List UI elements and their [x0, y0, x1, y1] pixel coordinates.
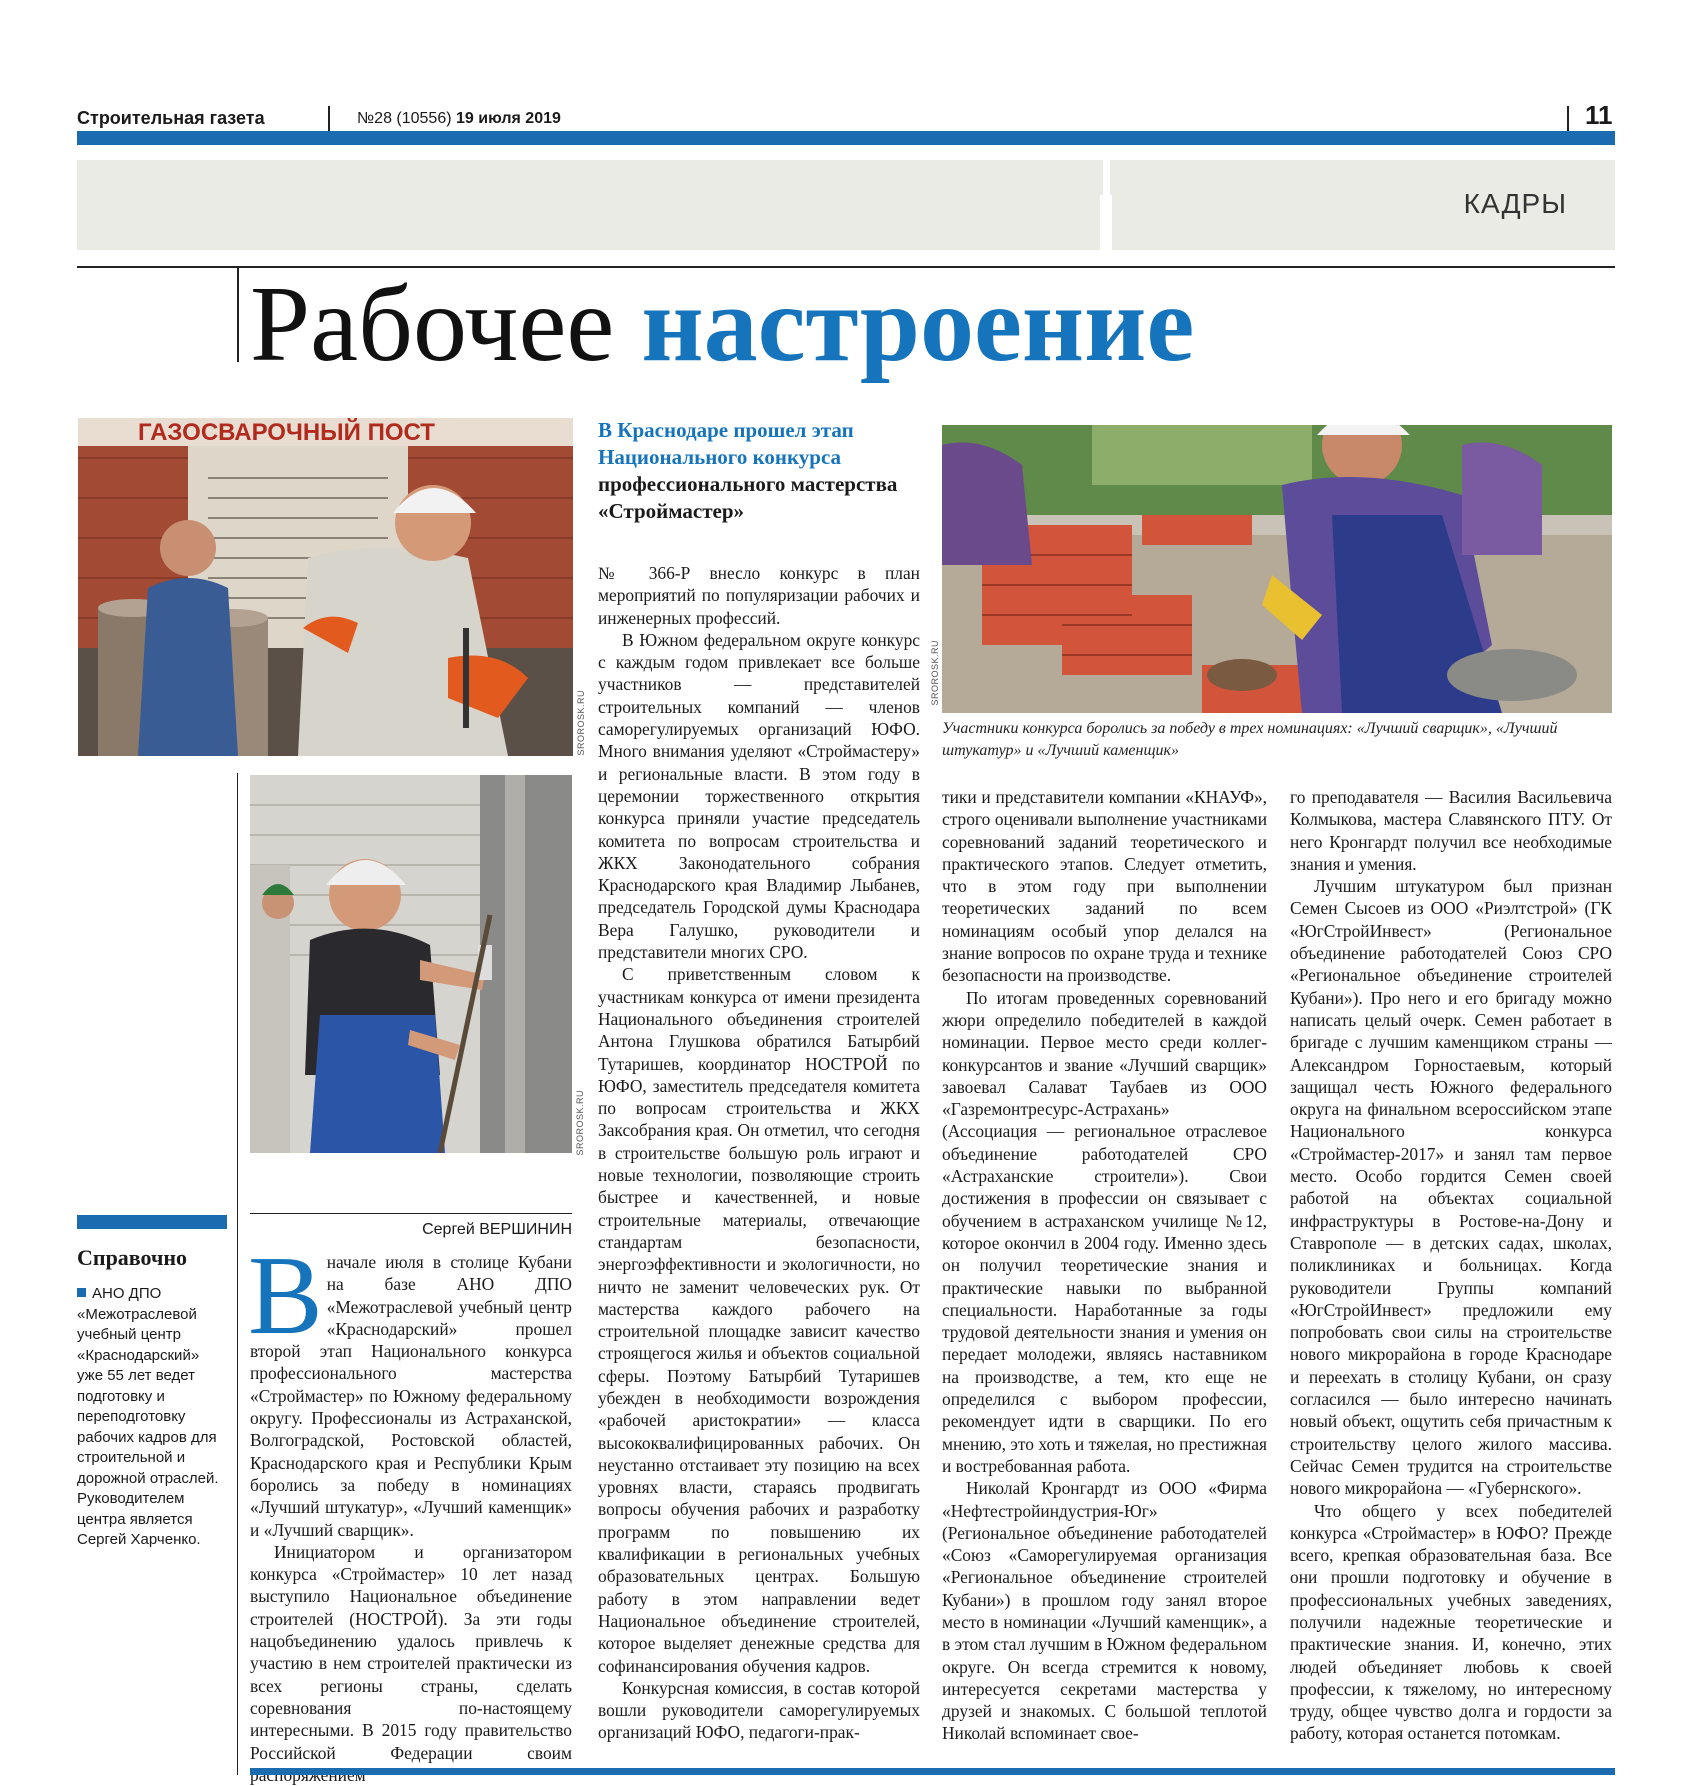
author-name: Сергей ВЕРШИНИН: [422, 1221, 572, 1238]
photo-caption: Участники конкурса боролись за победу в трех номинациях: «Лучший сварщик», «Лучший штукатур» и «Лучший каменщик»: [942, 720, 1558, 759]
footer-bar: [250, 1768, 1615, 1775]
issue-number: №28 (10556): [357, 110, 452, 127]
headline-tick: [237, 266, 239, 362]
issue-date: 19 июля 2019: [456, 110, 561, 127]
bullet-square-icon: [77, 1288, 86, 1297]
article-paragraph: [248, 1234, 572, 1541]
photo-credit-2: SROROSK.RU: [575, 1090, 585, 1156]
article-paragraph: В Южном федеральном округе конкурс с каждым годом привлекает все больше участников — представителей строительных компаний — членов саморегулируемых организаций ЮФО. Много внимания уделяют «Строймастеру» и региональные власти. В этом году в церемонии торжественного открытия конкурса приняли участие председатель комитета по вопросам строительства и ЖКХ Законодательного собрания Краснодарского края Владимир Лыбанев, председатель Городской думы Краснодара Вера Галушко, руководители и представители многих СРО.: [598, 629, 920, 963]
sidebar-rule: [237, 773, 238, 1775]
headline-word-1: Рабочее: [250, 265, 615, 384]
headline-word-2: настроение: [641, 265, 1195, 384]
article-paragraph: го преподавателя — Василия Васильевича Колмыкова, мастера Славянского ПТУ. От него Кронгардт получил все необходимые знания и умения.: [1290, 787, 1612, 874]
publication-name: Строительная газета: [77, 108, 265, 128]
sidebar-text: [77, 1284, 227, 1551]
article-paragraph: Инициатором и организатором конкурса «Строймастер» 10 лет назад выступило Национальное объединение строителей (НОСТРОЙ). За эти годы нацобъединению удалось привлечь к участию в нем строителей практически из всех регионы страны, сделать соревнования по-настоящему интересными. В 2015 году правительство Российской Федерации своим: [250, 1541, 572, 1763]
subtitle-black: профессионального мастерства «Строймастер»: [598, 472, 898, 523]
photo-welder: [78, 418, 573, 756]
article-paragraph: тики и представители компании «КНАУФ», строго оценивали выполнение участниками соревнований заданий теоретического и практического этапов. Следует отметить, что в этом году при выполнении теоретических заданий по всем номинациям особый упор делался на знание вопросов по охране труда и технике безопасности на производстве.: [942, 787, 1267, 986]
article-paragraph: Лучшим штукатуром был признан Семен Сысоев из ООО «Риэлтстрой» (ГК «ЮгСтройИнвест» (Региональное объединение работодателей Союз СРО «Региональное объединение строителей Кубани»). Про него и его бригаду можно написать целый очерк. Семен работает в бригаде с лучшим каменщиком страны — Александром Горностаевым, который защищал честь Южного федерального округа на финальном всероссийском этапе Национального конкурса «Строймастер-2017» и занял там первое место. Особо гордится Семен своей работой на объектах социальной инфраструктуры в Ростове-на-Дону и Ставрополе — в детских садах, школах, поликлиниках и больницах. Когда руководители Группы компаний «ЮгСтройИнвест» предложили ему попробовать свои силы на строительстве нового микрорайона в городе Краснодаре и переехать в столицу Кубани, он сразу согласился — было интересно начинать новый объект, ощутить себя причастным к строительству целого жилого массива. Сейчас Семен трудится на строительстве нового микрорайона — «Губернского».: [1290, 876, 1612, 1499]
article-paragraph: № 366-Р внесло конкурс в план мероприятий по популяризации рабочих и инженерных профессий.: [598, 563, 920, 628]
sidebar-body: АНО ДПО «Межотраслевой учебный центр «Краснодарский» уже 55 лет ведет подготовку и переподготовку рабочих кадров для строительной и дорожной отраслей. Руководителем центра является Сергей Харченко.: [77, 1285, 219, 1548]
issue-info: [357, 110, 561, 128]
header-divider: [328, 106, 330, 132]
headline: [250, 265, 1195, 384]
sidebar-bar: [77, 1215, 227, 1229]
sidebar-title: Справочно: [77, 1245, 188, 1270]
page-number: 11: [1585, 100, 1613, 130]
drop-cap: В: [248, 1234, 323, 1358]
photo-sign: ГАЗОСВАРОЧНЫЙ ПОСТ: [138, 419, 435, 446]
article-column-1: [248, 1234, 572, 1786]
subtitle: [598, 417, 908, 525]
subtitle-blue: В Краснодаре прошел этап Национального конкурса: [598, 418, 854, 469]
rubric-band-notch: [1100, 195, 1112, 255]
author-rule: [250, 1213, 572, 1214]
paragraph-text: начале июля в столице Кубани на базе АНО ДПО «Межотраслевой учебный центр «Краснодарский» прошел второй этап Национального конкурса профессионального мастерства «Строймастер» по Южному федеральному округу. Профессионалы из Астраханской, Волгоградской, Ростовской областей, Краснодарского края и Республики Крым боролись за победу в номинациях «Лучший штукатур», «Лучший каменщик» и «Лучший сварщик».: [250, 1252, 572, 1540]
article-paragraph: С приветственным словом к участникам конкурса от имени президента Национального объединения строителей Антона Глушкова обратился Батырбий Тутаришев, координатор НОСТРОЙ по ЮФО, заместитель председателя комитета по вопросам строительства и ЖКХ Заксобрания края. Он отметил, что сегодня в строительстве большую роль играют и новые технологии, позволяющие строить быстрее и качественней, и новые строительные материалы, отвечающие стандартам безопасности, энергоэффективности и экологичности, но ничто не заменит человеческих рук. От мастерства каждого рабочего на строительной площадке зависит качество строящегося жилья и объектов социальной сферы. Поэтому Батырбий Тутаришев убежден в необходимости возрождения «рабочей аристократии» — класса высококвалифицированных рабочих. Он неустанно отстаивает эту позицию на всех уровнях власти, стараясь продвигать вопросы обучения рабочих и разработку программ по повышению их квалификации в региональных учебных образовательных центрах. Большую работу в этом направлении ведет Национальное объединение строителей, которое выделяет денежные средства для софинансирования обучения кадров.: [598, 964, 920, 1676]
article-paragraph: Николай Кронгардт из ООО «Фирма «Нефтестройиндустрия-Юг» (Региональное объединение работодателей «Союз «Саморегулируемая организация «Региональное объединение строителей Кубани») в прошлом году занял второе место в номинации «Лучший каменщик», а в этом стал лучшим в Южном федеральном округе. Он всегда стремится к новому, интересуется секретами мастерства у друзей и знакомых. С большой теплотой Николай вспоминает свое-: [942, 1478, 1267, 1744]
photo-bricklayers: [942, 425, 1612, 713]
photo-credit-1: SROROSK.RU: [576, 690, 586, 756]
header-divider-right: [1567, 106, 1569, 132]
article-column-2: [598, 562, 920, 1744]
article-column-4: [1290, 786, 1612, 1745]
photo-credit-3: SROROSK.RU: [930, 640, 940, 706]
article-paragraph: По итогам проведенных соревнований жюри определило победителей в каждой номинации. Первое место среди коллег-конкурсантов и звание «Лучший сварщик» завоевал Салават Таубаев из ООО «Газремонтресурс-Астрахань» (Ассоциация — региональное отраслевое объединение работодателей СРО «Астраханские строители»). Свои достижения в профессии он связывает с обучением в астраханском училище №12, которое окончил в 2004 году. Именно здесь он получил теоретические знания и практические навыки по выбранной специальности. Наработанные за годы трудовой деятельности знания и умения он передает молодежи, являясь наставником на производстве, а тем, кто еще не определился с выбором профессии, рекомендует идти в сварщики. По его мнению, это хоть и тяжелая, но престижная и востребованная работа.: [942, 987, 1267, 1476]
article-paragraph: Конкурсная комиссия, в состав которой вошли руководители саморегулируемых организаций ЮФО, педагоги-прак-: [598, 1677, 920, 1743]
rubric-band: [77, 160, 1103, 250]
article-paragraph: Что общего у всех победителей конкурса «Строймастер» в ЮФО? Прежде всего, крепкая образовательная база. Все они прошли подготовку и обучение в профессиональных учебных заведениях, получили надежные теоретические и практические знания. И, конечно, этих людей объединяет любовь к своей профессии, к тяжелому, но интересному труду, общее чувство долга и гордости за работу, которая останется потомкам.: [1290, 1500, 1612, 1744]
article-column-3: [942, 786, 1267, 1745]
photo-plasterer: [250, 775, 572, 1153]
header-bar: [77, 131, 1615, 145]
rubric-label: КАДРЫ: [1463, 188, 1567, 219]
